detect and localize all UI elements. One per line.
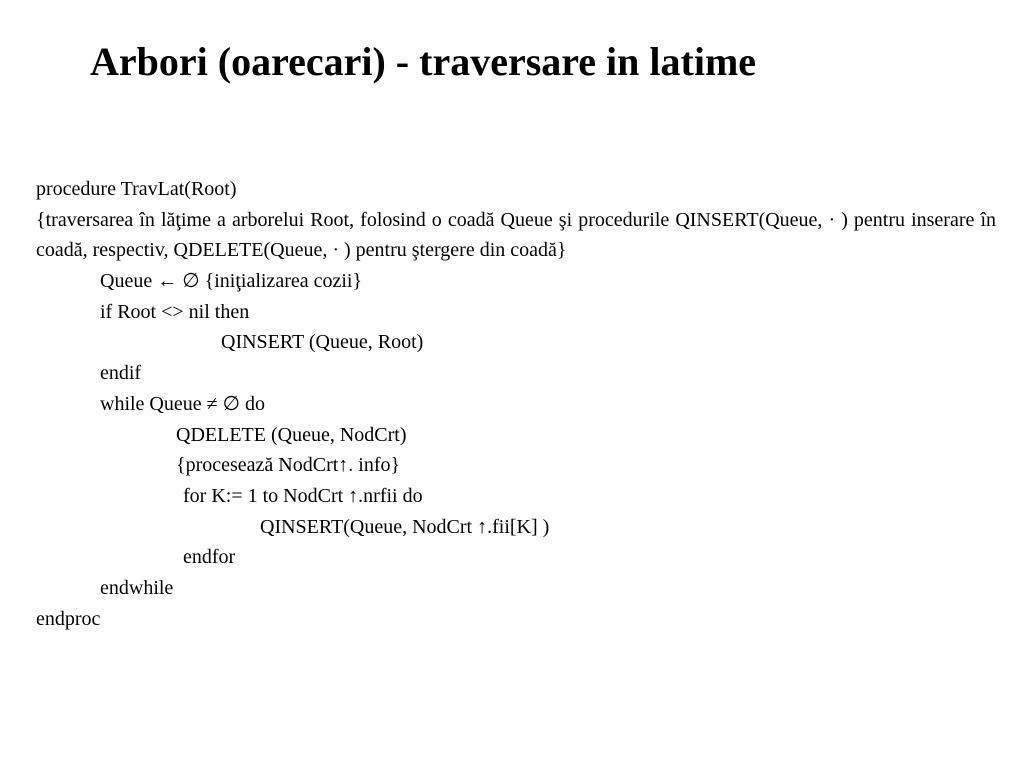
endwhile-line: endwhile — [100, 576, 174, 599]
while-line: while Queue ≠ ∅ do — [100, 392, 266, 415]
queue-init-line: Queue ← ∅ {iniţializarea cozii} — [100, 270, 363, 293]
endif-line: endif — [100, 362, 142, 385]
qinsert-child-line: QINSERT(Queue, NodCrt ↑.fii[K] ) — [260, 515, 550, 538]
qdelete-line: QDELETE (Queue, NodCrt) — [176, 423, 407, 446]
qinsert-root-line: QINSERT (Queue, Root) — [221, 331, 424, 354]
endfor-line: endfor — [183, 546, 236, 569]
slide-title: Arbori (oarecari) - traversare in latime — [90, 39, 757, 84]
process-node-line: {procesează NodCrt↑. info} — [176, 454, 401, 477]
endproc-line: endproc — [36, 607, 101, 630]
pseudocode-block — [36, 174, 996, 634]
procedure-comment: {traversarea în lăţime a arborelui Root, folosind o coadă Queue şi procedurile QINSERT(Queue, · ) pentru inserare în coadă, respectiv, QDELETE(Queue, · ) pentru ştergere din coadă} — [36, 208, 996, 262]
if-root-line: if Root <> nil then — [100, 300, 250, 323]
for-line: for K:= 1 to NodCrt ↑.nrfii do — [183, 484, 423, 507]
procedure-header-line: procedure TravLat(Root) — [36, 178, 237, 200]
